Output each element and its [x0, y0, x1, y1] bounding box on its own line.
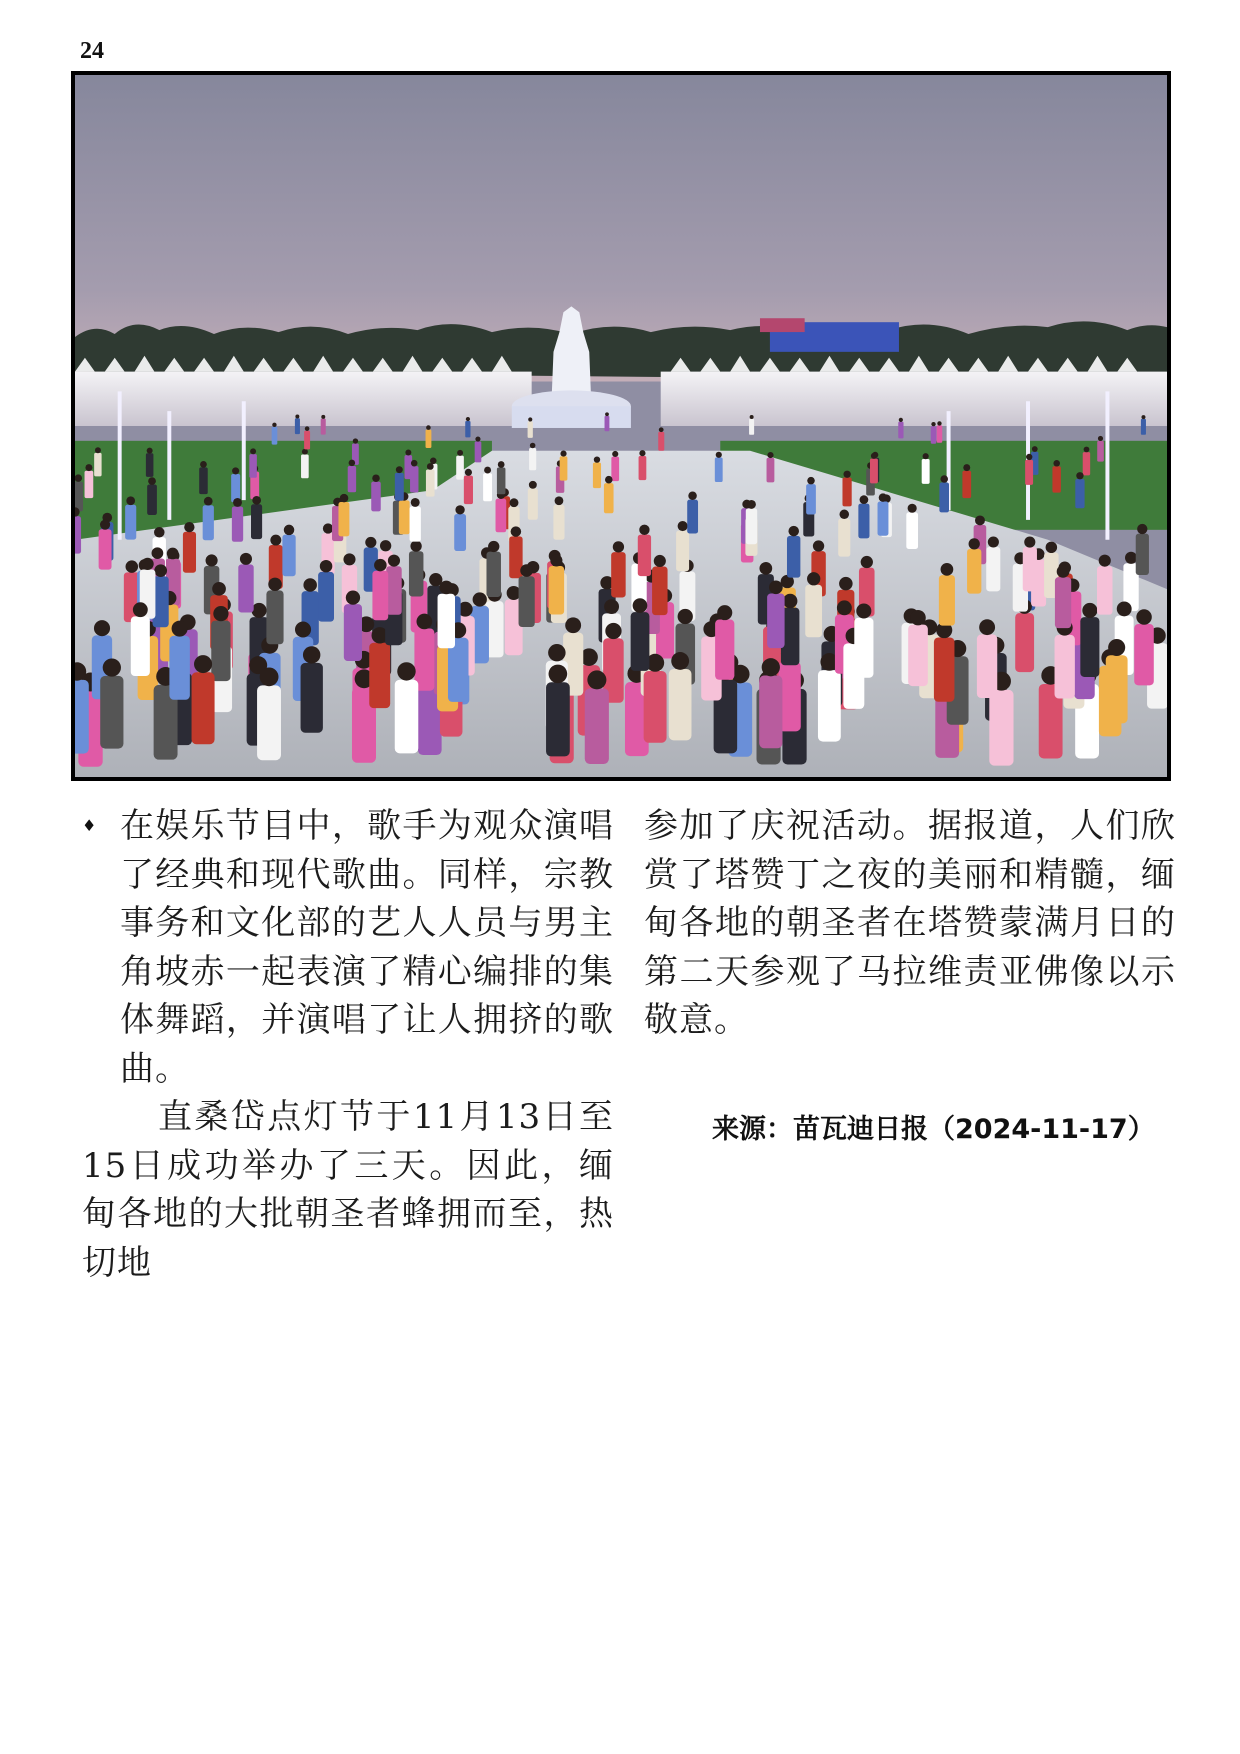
pilgrim-head: [372, 474, 380, 482]
pilgrim-head: [167, 548, 179, 560]
pilgrim-figure: [937, 425, 943, 442]
pilgrim-head: [510, 498, 519, 507]
pilgrim-head: [969, 538, 980, 549]
pilgrim-figure: [85, 471, 94, 498]
pilgrim-head: [807, 572, 820, 585]
pilgrim-head: [396, 466, 403, 473]
pilgrim-head: [612, 451, 618, 457]
pilgrim-figure: [1097, 566, 1112, 615]
pilgrim-head: [85, 464, 92, 471]
pilgrim-figure: [456, 456, 464, 480]
pilgrim-figure: [605, 416, 610, 431]
pilgrim-head: [498, 461, 505, 468]
pilgrim-figure: [922, 459, 930, 484]
pilgrim-figure: [1136, 534, 1149, 575]
pilgrim-head: [759, 562, 772, 575]
pilgrim-head: [750, 415, 754, 419]
pilgrim-figure: [806, 484, 816, 514]
pilgrim-figure: [454, 514, 466, 551]
pilgrim-head: [466, 417, 470, 421]
pilgrim-figure: [715, 458, 723, 483]
pilgrim-figure: [371, 482, 381, 512]
pilgrim-head: [671, 652, 689, 670]
pilgrim-head: [565, 617, 581, 633]
pilgrim-head: [212, 582, 226, 596]
pilgrim-head: [204, 497, 213, 506]
pilgrim-head: [688, 492, 697, 501]
pilgrim-head: [747, 500, 756, 509]
pilgrim-figure: [908, 625, 928, 686]
pilgrim-figure: [301, 454, 309, 478]
pilgrim-figure: [410, 466, 418, 492]
pilgrim-figure: [989, 690, 1013, 766]
pilgrim-head: [931, 422, 935, 426]
pilgrim-head: [1053, 460, 1060, 467]
pilgrim-figure: [414, 628, 434, 690]
pilgrim-head: [1076, 472, 1083, 479]
pilgrim-head: [769, 581, 783, 595]
pilgrim-figure: [1075, 479, 1084, 508]
pilgrim-head: [839, 577, 853, 590]
pilgrim-head: [613, 541, 624, 552]
pilgrim-figure: [496, 499, 507, 533]
pilgrim-figure: [746, 508, 757, 544]
pilgrim-head: [147, 448, 153, 454]
pilgrim-head: [871, 453, 877, 459]
pilgrim-head: [716, 452, 722, 458]
red-roof: [760, 318, 805, 332]
pilgrim-figure: [438, 594, 455, 649]
pilgrim-head: [1098, 436, 1103, 441]
pilgrim-head: [659, 427, 664, 432]
pilgrim-figure: [386, 566, 401, 615]
pilgrim-figure: [399, 500, 410, 534]
pilgrim-figure: [238, 564, 253, 612]
pilgrim-head: [604, 599, 619, 614]
pilgrim-figure: [805, 585, 822, 638]
pilgrim-head: [353, 438, 358, 443]
pilgrim-head: [1108, 639, 1125, 656]
pilgrim-figure: [1055, 577, 1071, 628]
pilgrim-figure: [338, 502, 349, 536]
pilgrim-figure: [604, 483, 614, 513]
pilgrim-head: [1099, 555, 1111, 567]
article-photo: [71, 71, 1171, 781]
pilgrim-figure: [528, 421, 533, 438]
pilgrim-figure: [676, 531, 689, 572]
pilgrim-figure: [939, 575, 955, 626]
pilgrim-figure: [658, 432, 664, 451]
pilgrim-head: [475, 436, 480, 441]
pilgrim-figure: [146, 453, 154, 477]
pilgrim-figure: [593, 462, 601, 488]
pilgrim-figure: [1106, 655, 1128, 723]
pilgrim-figure: [249, 454, 257, 478]
pilgrim-head: [678, 609, 693, 624]
pilgrim-figure: [295, 418, 300, 434]
pilgrim-head: [200, 461, 207, 468]
pilgrim-figure: [94, 453, 101, 476]
pilgrim-head: [530, 443, 536, 449]
pilgrim-head: [908, 504, 917, 513]
pilgrim-head: [250, 448, 256, 454]
pilgrim-figure: [906, 512, 918, 549]
pilgrim-figure: [304, 431, 310, 450]
pilgrim-head: [594, 456, 600, 462]
pilgrim-head: [252, 496, 261, 505]
pilgrim-head: [233, 498, 242, 507]
pilgrim-figure: [652, 566, 667, 615]
pilgrim-figure: [464, 476, 473, 504]
pilgrim-figure: [854, 618, 873, 678]
pilgrim-figure: [842, 478, 851, 507]
pilgrim-head: [678, 521, 688, 531]
pilgrim-head: [899, 418, 903, 422]
pilgrim-head: [133, 602, 148, 617]
pilgrim-figure: [553, 505, 564, 540]
pilgrim-figure: [486, 552, 500, 597]
pilgrim-head: [141, 558, 153, 570]
pilgrim-head: [154, 527, 165, 537]
pilgrim-figure: [528, 488, 538, 519]
pilgrim-head: [405, 450, 411, 456]
source-citation: 来源：苗瓦迪日报（2024-11-17）: [712, 1114, 1155, 1145]
pilgrim-figure: [483, 473, 492, 501]
pilgrim-head: [1136, 609, 1151, 624]
pilgrim-head: [555, 496, 564, 505]
pilgrim-head: [457, 450, 463, 456]
pilgrim-head: [346, 591, 360, 605]
pilgrim-figure: [475, 441, 482, 462]
pilgrim-figure: [749, 419, 754, 435]
pilgrim-figure: [934, 637, 955, 701]
pilgrim-head: [484, 467, 491, 474]
pilgrim-head: [940, 475, 948, 483]
pilgrim-head: [426, 425, 431, 430]
pilgrim-figure: [529, 448, 536, 470]
pilgrim-head: [284, 525, 295, 535]
pilgrim-head: [172, 621, 188, 637]
pilgrim-figure: [426, 470, 435, 497]
pilgrim-figure: [838, 519, 850, 557]
pilgrim-figure: [687, 500, 698, 534]
pilgrim-head: [837, 600, 852, 615]
pilgrim-head: [1117, 602, 1132, 617]
pilgrim-head: [762, 658, 780, 676]
pilgrim-head: [548, 644, 565, 661]
pilgrim-head: [856, 603, 871, 618]
pilgrim-head: [126, 496, 135, 505]
pilgrim-head: [1137, 524, 1147, 534]
paragraph-lantern-festival: 直桑岱点灯节于11月13日至15日成功举办了三天。因此，缅甸各地的大批朝圣者蜂拥而至，热切地: [82, 1097, 614, 1283]
pilgrim-figure: [977, 634, 997, 698]
pilgrim-figure: [232, 506, 243, 541]
pilgrim-figure: [870, 459, 878, 484]
pilgrim-head: [154, 564, 167, 577]
pilgrim-head: [303, 646, 320, 663]
pilgrim-head: [303, 578, 317, 591]
pilgrim-head: [1024, 537, 1035, 548]
pilgrim-head: [126, 560, 139, 572]
pilgrim-head: [1084, 447, 1090, 453]
pilgrim-head: [349, 460, 356, 467]
pilgrim-figure: [266, 590, 283, 644]
pilgrim-head: [430, 458, 437, 465]
pilgrim-figure: [611, 552, 625, 597]
pilgrim-head: [148, 477, 156, 485]
pilgrim-figure: [344, 604, 362, 661]
pilgrim-head: [295, 415, 299, 419]
pilgrim-head: [184, 522, 194, 532]
article-column-left: [82, 802, 614, 1287]
pilgrim-figure: [75, 516, 81, 553]
pilgrim-head: [252, 603, 267, 618]
pilgrim-head: [365, 537, 376, 548]
pilgrim-head: [587, 670, 606, 689]
pilgrim-head: [103, 658, 121, 676]
pilgrim-figure: [100, 676, 123, 749]
pilgrim-figure: [767, 593, 784, 648]
pilgrim-head: [411, 460, 418, 467]
pilgrim-head: [397, 662, 415, 680]
pilgrim-figure: [1052, 466, 1060, 492]
pilgrim-head: [152, 547, 164, 559]
pilgrim-head: [388, 555, 400, 567]
pilgrim-head: [270, 535, 281, 546]
pilgrim-head: [268, 578, 282, 591]
pilgrim-figure: [1080, 617, 1099, 677]
pilgrim-figure: [939, 482, 949, 512]
pilgrim-head: [639, 525, 649, 535]
pilgrim-figure: [497, 468, 506, 495]
pilgrim-head: [295, 621, 311, 637]
pilgrim-figure: [410, 506, 421, 541]
pilgrim-figure: [1023, 547, 1037, 591]
pilgrim-figure: [967, 549, 981, 594]
diamond-bullet-icon: ♦: [82, 816, 98, 835]
pilgrim-figure: [99, 529, 112, 569]
pilgrim-figure: [426, 430, 432, 448]
pilgrim-figure: [203, 505, 214, 540]
pilgrim-head: [979, 619, 995, 635]
pilgrim-figure: [1025, 460, 1033, 485]
pilgrim-figure: [519, 576, 535, 627]
pilgrim-figure: [125, 505, 136, 540]
pilgrim-head: [937, 421, 941, 425]
pilgrim-head: [427, 463, 434, 470]
pilgrim-figure: [183, 532, 196, 573]
pilgrim-figure: [898, 422, 903, 439]
pilgrim-figure: [878, 502, 889, 536]
pilgrim-figure: [169, 636, 189, 700]
pilgrim-head: [520, 564, 533, 577]
pilgrim-figure: [611, 457, 619, 481]
pilgrim-figure: [318, 572, 334, 622]
pilgrim-figure: [1083, 452, 1090, 475]
pilgrim-head: [232, 467, 239, 474]
festival-crowd-photo: [75, 75, 1167, 777]
pilgrim-figure: [767, 458, 775, 483]
pilgrim-head: [206, 554, 218, 566]
pilgrim-head: [860, 495, 869, 504]
pilgrim-head: [1125, 552, 1137, 564]
pilgrim-head: [1046, 542, 1058, 553]
pilgrim-head: [1082, 603, 1097, 618]
pilgrim-head: [963, 464, 970, 471]
pilgrim-head: [465, 469, 472, 476]
pilgrim-figure: [251, 504, 262, 539]
pilgrim-head: [1141, 415, 1145, 419]
pilgrim-head: [411, 498, 420, 507]
pilgrim-figure: [1055, 635, 1075, 699]
pilgrim-figure: [147, 485, 157, 515]
pilgrim-head: [1026, 454, 1032, 460]
pilgrim-figure: [199, 467, 208, 494]
page-number: 24: [80, 38, 104, 64]
pilgrim-head: [410, 540, 421, 551]
pilgrim-figure: [931, 426, 937, 444]
pilgrim-head: [416, 614, 432, 630]
pilgrim-head: [213, 606, 228, 621]
pilgrim-figure: [858, 504, 869, 539]
pilgrim-head: [975, 515, 985, 525]
pilgrim-head: [639, 450, 645, 456]
pilgrim-figure: [131, 616, 150, 676]
pilgrim-head: [100, 520, 110, 530]
pilgrim-head: [272, 423, 276, 427]
pilgrim-head: [605, 623, 621, 639]
pilgrim-head: [1057, 565, 1070, 578]
pilgrim-head: [807, 477, 815, 485]
pilgrim-figure: [465, 421, 470, 437]
pilgrim-figure: [1134, 624, 1154, 685]
pilgrim-figure: [1141, 419, 1146, 435]
pilgrim-head: [941, 563, 954, 576]
bullet-paragraph-text: 在娱乐节目中，歌手为观众演唱了经典和现代歌曲。同样，宗教事务和文化部的艺人人员与男主角坡赤一起表演了精心编排的集体舞蹈，并演唱了让人拥挤的歌曲。: [120, 806, 614, 1089]
pilgrim-head: [560, 451, 566, 457]
pilgrim-head: [94, 620, 110, 636]
pilgrim-head: [529, 481, 537, 489]
paragraph-continuation: 参加了庆祝活动。据报道，人们欣赏了塔赞丁之夜的美丽和精髓，缅甸各地的朝圣者在塔赞蒙满月日的第二天参观了马拉维责亚佛像以示敬意。: [644, 806, 1176, 1040]
pilgrim-figure: [759, 676, 782, 749]
pilgrim-head: [550, 554, 562, 566]
pilgrim-figure: [75, 680, 89, 754]
pilgrim-figure: [986, 547, 1000, 591]
pilgrim-figure: [272, 427, 278, 445]
pilgrim-head: [380, 540, 391, 551]
pilgrim-figure: [787, 536, 800, 578]
pilgrim-figure: [638, 535, 651, 577]
pilgrim-head: [549, 665, 568, 684]
pilgrim-head: [717, 605, 732, 620]
pilgrim-figure: [669, 669, 692, 740]
pilgrim-head: [654, 555, 666, 567]
pilgrim-head: [260, 667, 279, 686]
pilgrim-head: [839, 510, 849, 519]
pilgrim-head: [240, 553, 252, 565]
pilgrim-figure: [1015, 613, 1034, 672]
pilgrim-figure: [962, 471, 971, 498]
pilgrim-figure: [348, 466, 356, 492]
article-column-right: [644, 802, 1176, 1045]
pilgrim-head: [511, 526, 522, 536]
pilgrim-figure: [282, 535, 295, 577]
pilgrim-head: [788, 526, 799, 536]
pilgrim-figure: [192, 672, 215, 744]
pilgrim-head: [813, 540, 824, 551]
pilgrim-head: [861, 556, 873, 568]
pilgrim-figure: [818, 670, 841, 741]
pilgrim-figure: [409, 551, 423, 596]
pilgrim-head: [1032, 446, 1038, 452]
pilgrim-head: [473, 592, 487, 606]
pilgrim-head: [488, 541, 499, 552]
pilgrim-head: [302, 449, 308, 455]
pilgrim-head: [783, 594, 797, 608]
pilgrim-figure: [211, 621, 230, 682]
pilgrim-head: [323, 523, 333, 533]
pilgrim-head: [439, 581, 453, 595]
bullet-paragraph: [82, 802, 614, 1093]
temple-wall-left: [75, 372, 532, 426]
pilgrim-figure: [372, 571, 388, 621]
pilgrim-head: [879, 493, 888, 502]
pilgrim-figure: [231, 474, 240, 502]
pilgrim-figure: [644, 671, 667, 743]
pilgrim-figure: [257, 685, 281, 760]
pilgrim-head: [605, 412, 609, 416]
pilgrim-figure: [715, 619, 734, 679]
pilgrim-figure: [639, 456, 647, 480]
pilgrim-head: [340, 494, 349, 503]
pilgrim-figure: [560, 456, 568, 480]
pilgrim-head: [321, 415, 325, 419]
pilgrim-figure: [321, 419, 326, 435]
pilgrim-head: [95, 447, 101, 453]
pilgrim-figure: [301, 663, 323, 733]
pilgrim-head: [528, 417, 532, 421]
pilgrim-head: [910, 610, 925, 625]
pilgrim-figure: [549, 566, 564, 614]
pilgrim-head: [194, 655, 212, 673]
pilgrim-figure: [395, 680, 419, 754]
temple-wall-right: [661, 372, 1167, 426]
pilgrim-figure: [631, 612, 650, 671]
pilgrim-figure: [369, 643, 390, 708]
pilgrim-figure: [1097, 441, 1104, 462]
pilgrim-figure: [75, 482, 83, 512]
pilgrim-head: [455, 505, 464, 514]
pilgrim-head: [923, 453, 929, 459]
pilgrim-figure: [395, 473, 404, 501]
pilgrim-head: [343, 553, 355, 565]
pilgrim-head: [305, 426, 310, 431]
pilgrim-figure: [546, 682, 570, 756]
pilgrim-head: [633, 598, 648, 613]
pilgrim-figure: [585, 688, 609, 764]
pilgrim-head: [843, 471, 850, 478]
pilgrim-head: [605, 476, 613, 484]
pilgrim-head: [988, 536, 999, 547]
pilgrim-head: [320, 560, 333, 572]
pilgrim-head: [374, 559, 387, 571]
pilgrim-head: [767, 452, 773, 458]
